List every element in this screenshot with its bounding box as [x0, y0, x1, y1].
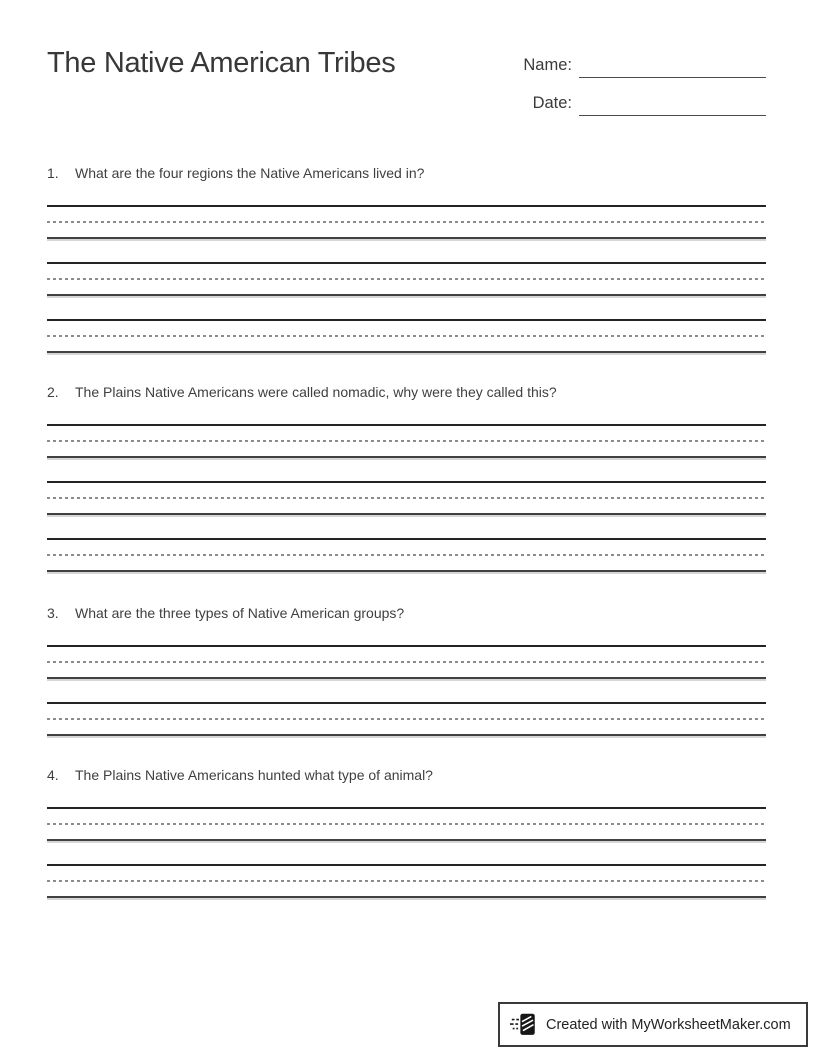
rule-solid-top-line [47, 702, 766, 704]
question-4 [47, 766, 766, 898]
rule-dashed-midline [47, 554, 766, 556]
answer-lines [47, 205, 766, 353]
rule-dashed-midline [47, 278, 766, 280]
question-number: 4. [47, 767, 59, 783]
rule-solid-top-line [47, 645, 766, 647]
handwriting-rule-group [47, 645, 766, 679]
footer-credit-text: Created with MyWorksheetMaker.com [546, 1016, 791, 1033]
rule-solid-bottom-line [47, 237, 766, 239]
rule-solid-top-line [47, 205, 766, 207]
handwriting-rule-group [47, 205, 766, 239]
rule-solid-bottom-line [47, 513, 766, 515]
handwriting-rule-group [47, 702, 766, 736]
rule-solid-bottom-line [47, 570, 766, 572]
rule-dashed-midline [47, 440, 766, 442]
rule-dashed-midline [47, 718, 766, 720]
handwriting-rule-group [47, 481, 766, 515]
rule-dashed-midline [47, 661, 766, 663]
rule-solid-top-line [47, 262, 766, 264]
handwriting-rule-group [47, 319, 766, 353]
page-title: The Native American Tribes [47, 47, 396, 79]
rule-solid-bottom-line [47, 896, 766, 898]
rule-solid-bottom-line [47, 677, 766, 679]
rule-solid-bottom-line [47, 294, 766, 296]
rule-solid-top-line [47, 538, 766, 540]
question-row [47, 164, 766, 183]
rule-solid-bottom-line [47, 734, 766, 736]
rule-solid-top-line [47, 424, 766, 426]
question-row [47, 766, 766, 785]
name-blank-line [579, 50, 766, 78]
rule-solid-top-line [47, 319, 766, 321]
rule-solid-top-line [47, 864, 766, 866]
rule-solid-bottom-line [47, 839, 766, 841]
name-label: Name: [523, 56, 572, 74]
question-3 [47, 604, 766, 736]
handwriting-rule-group [47, 807, 766, 841]
answer-lines [47, 807, 766, 898]
rule-dashed-midline [47, 497, 766, 499]
question-text: The Plains Native Americans hunted what type of animal? [75, 767, 433, 783]
name-field-row [510, 50, 766, 78]
question-2 [47, 383, 766, 572]
footer-credit-box [498, 1002, 808, 1047]
rule-dashed-midline [47, 221, 766, 223]
date-label: Date: [532, 94, 572, 112]
question-number: 1. [47, 165, 59, 181]
answer-lines [47, 645, 766, 736]
question-text: What are the four regions the Native Americans lived in? [75, 165, 425, 181]
questions-list [47, 164, 766, 898]
rule-solid-top-line [47, 807, 766, 809]
handwriting-rule-group [47, 262, 766, 296]
date-field-row [510, 88, 766, 116]
handwriting-rule-group [47, 424, 766, 458]
rule-solid-bottom-line [47, 351, 766, 353]
answer-lines [47, 424, 766, 572]
rule-solid-top-line [47, 481, 766, 483]
question-1 [47, 164, 766, 353]
rule-dashed-midline [47, 335, 766, 337]
rule-dashed-midline [47, 823, 766, 825]
question-text: The Plains Native Americans were called nomadic, why were they called this? [75, 384, 557, 400]
question-number: 3. [47, 605, 59, 621]
question-text: What are the three types of Native American groups? [75, 605, 405, 621]
question-row [47, 383, 766, 402]
name-date-block [510, 50, 766, 126]
rule-solid-bottom-line [47, 456, 766, 458]
page-content [47, 46, 766, 898]
date-blank-line [579, 88, 766, 116]
handwriting-rule-group [47, 864, 766, 898]
question-row [47, 604, 766, 623]
rule-dashed-midline [47, 880, 766, 882]
question-number: 2. [47, 384, 59, 400]
flying-worksheet-icon [510, 1012, 537, 1037]
handwriting-rule-group [47, 538, 766, 572]
